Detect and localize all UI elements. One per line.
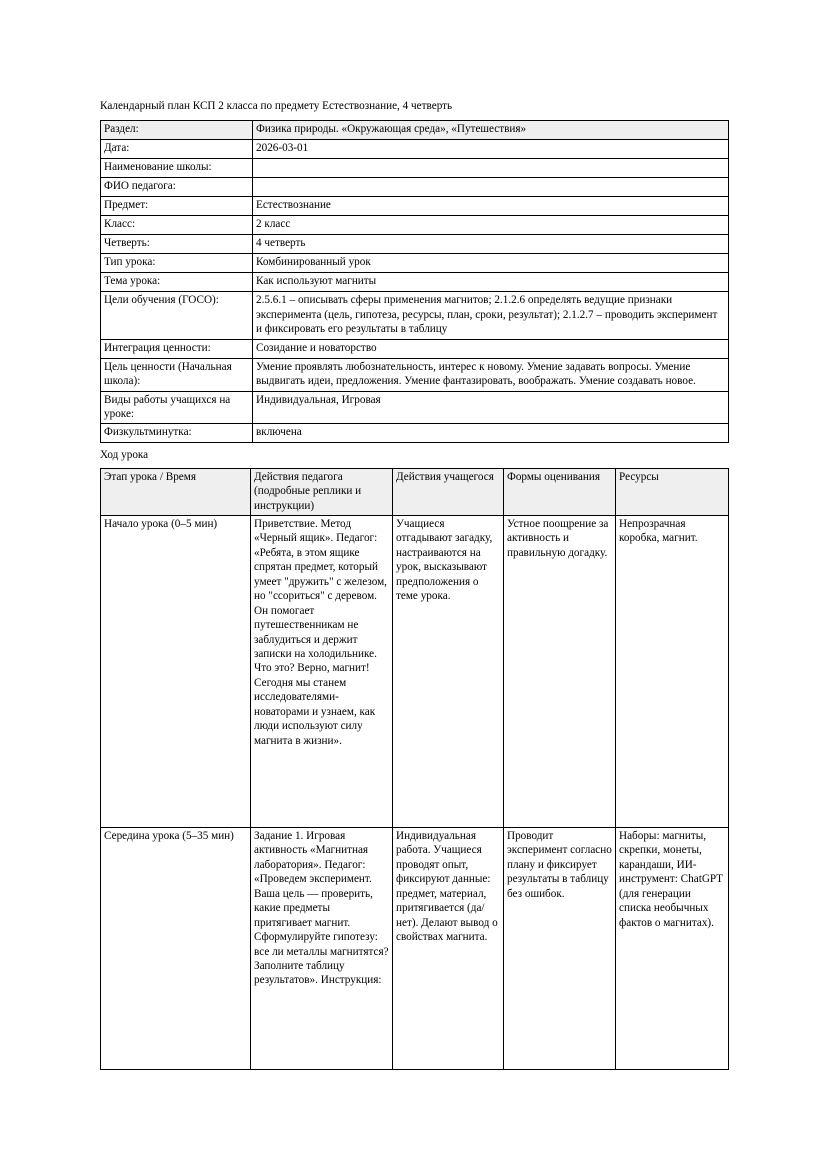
column-header-teacher-actions: Действия педагога (подробные реплики и инструкции) [251, 468, 393, 515]
column-header-stage: Этап урока / Время [101, 468, 251, 515]
table-row [101, 254, 729, 273]
info-value [253, 178, 729, 197]
cell-resources: Непрозрачная коробка, магнит. [616, 516, 729, 828]
cell-stage: Начало урока (0–5 мин) [101, 516, 251, 828]
lesson-flow-table [100, 468, 729, 1070]
info-label: Цели обучения (ГОСО): [101, 292, 253, 339]
page-title: Календарный план КСП 2 класса по предмету Естествознание, 4 четверть [100, 100, 453, 112]
info-value: Индивидуальная, Игровая [253, 391, 729, 424]
info-label: Виды работы учащихся на уроке: [101, 391, 253, 424]
lesson-info-body [101, 121, 729, 443]
table-row [101, 358, 729, 391]
cell-student-actions: Учащиеся отгадывают загадку, настраиваются на урок, высказывают предположения о теме урока. [393, 516, 504, 828]
info-value: 2 класс [253, 216, 729, 235]
info-label: Интеграция ценности: [101, 339, 253, 358]
info-value: Физика природы. «Окружающая среда», «Путешествия» [253, 121, 729, 140]
table-row [101, 292, 729, 339]
table-row [101, 140, 729, 159]
table-row [101, 159, 729, 178]
cell-resources: Наборы: магниты, скрепки, монеты, карандаши, ИИ-инструмент: ChatGPT (для генерации списка необычных фактов о магнитах). [616, 828, 729, 1070]
table-row [101, 235, 729, 254]
info-label: Предмет: [101, 197, 253, 216]
info-label: Класс: [101, 216, 253, 235]
table-header-row [101, 468, 729, 515]
table-row [101, 121, 729, 140]
info-value: Естествознание [253, 197, 729, 216]
table-row [101, 273, 729, 292]
info-value: Как используют магниты [253, 273, 729, 292]
table-row [101, 391, 729, 424]
cell-stage: Середина урока (5–35 мин) [101, 828, 251, 1070]
cell-teacher-actions: Приветствие. Метод «Черный ящик». Педагог: «Ребята, в этом ящике спрятан предмет, который умеет "дружить" с железом, но "ссориться" с деревом. Он помогает путешественникам не заблудиться и держит записки на холодильнике. Что это? Верно, магнит! Сегодня мы станем исследователями-новаторами и узнаем, как люди используют силу магнита в жизни». [251, 516, 393, 828]
lesson-info-table [100, 120, 729, 443]
info-value [253, 159, 729, 178]
info-value: 2.5.6.1 – описывать сферы применения магнитов; 2.1.2.6 определять ведущие признаки эксперимента (цель, гипотеза, ресурсы, план, сроки, результат); 2.1.2.7 – проводить эксперимент и фиксировать его результаты в таблицу [253, 292, 729, 339]
table-row [101, 339, 729, 358]
info-label: Раздел: [101, 121, 253, 140]
table-row [101, 216, 729, 235]
info-value: Созидание и новаторство [253, 339, 729, 358]
info-label: Дата: [101, 140, 253, 159]
cell-student-actions: Индивидуальная работа. Учащиеся проводят опыт, фиксируют данные: предмет, материал, притягивается (да/нет). Делают вывод о свойствах магнита. [393, 828, 504, 1070]
info-value: включена [253, 424, 729, 443]
cell-teacher-actions: Задание 1. Игровая активность «Магнитная лаборатория». Педагог: «Проведем эксперимент. Ваша цель — проверить, какие предметы притягивает магнит. Сформулируйте гипотезу: все ли металлы магнитятся? Заполните таблицу результатов». Инструкция: [251, 828, 393, 1070]
info-value: Комбинированный урок [253, 254, 729, 273]
column-header-student-actions: Действия учащегося [393, 468, 504, 515]
cell-assessment: Устное поощрение за активность и правильную догадку. [504, 516, 616, 828]
info-label: Тема урока: [101, 273, 253, 292]
info-value: Умение проявлять любознательность, интерес к новому. Умение задавать вопросы. Умение выдвигать идеи, предложения. Умение фантазировать, воображать. Умение создавать новое. [253, 358, 729, 391]
info-label: Наименование школы: [101, 159, 253, 178]
document-page [100, 99, 728, 1070]
lesson-flow-head [101, 468, 729, 515]
info-label: Физкультминутка: [101, 424, 253, 443]
table-row [101, 828, 729, 1070]
column-header-resources: Ресурсы [616, 468, 729, 515]
cell-assessment: Проводит эксперимент согласно плану и фиксирует результаты в таблицу без ошибок. [504, 828, 616, 1070]
info-label: ФИО педагога: [101, 178, 253, 197]
table-row [101, 516, 729, 828]
info-value: 2026-03-01 [253, 140, 729, 159]
info-value: 4 четверть [253, 235, 729, 254]
info-label: Тип урока: [101, 254, 253, 273]
info-label: Цель ценности (Начальная школа): [101, 358, 253, 391]
table-row [101, 197, 729, 216]
lesson-flow-body [101, 516, 729, 1070]
table-row [101, 424, 729, 443]
flow-section-caption: Ход урока [100, 449, 149, 462]
info-label: Четверть: [101, 235, 253, 254]
column-header-assessment-forms: Формы оценивания [504, 468, 616, 515]
table-row [101, 178, 729, 197]
